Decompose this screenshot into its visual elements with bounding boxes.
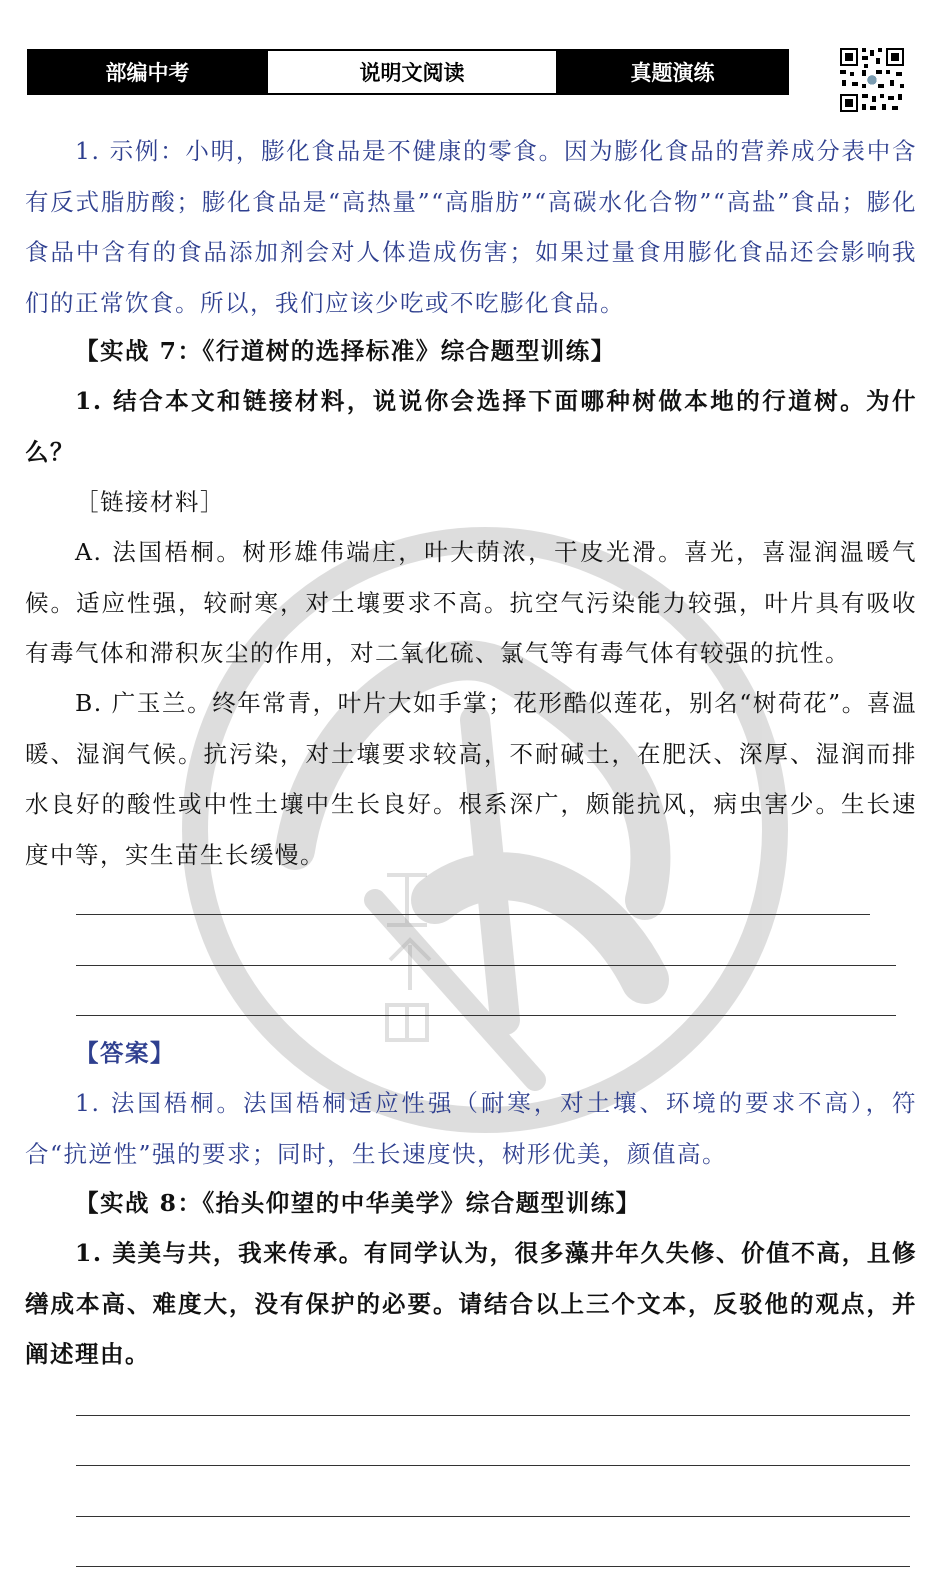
option-a-text: A. 法国梧桐。树形雄伟端庄，叶大荫浓，干皮光滑。喜光，喜湿润温暖气候。适应性强，较耐寒，对土壤要求不高。抗空气污染能力较强，叶片具有吸收有毒气体和滞积灰尘的作用，对二氧化硫、氯气等有毒气体有较强的抗性。 — [25, 538, 917, 667]
header-tab-right: 真题演练 — [558, 51, 787, 93]
qr-code-icon — [838, 46, 906, 114]
header-bar — [27, 49, 789, 95]
section7-title: 【实战 7：《行道树的选择标准》综合题型训练】 — [75, 337, 616, 365]
section8-title: 【实战 8：《抬头仰望的中华美学》综合题型训练】 — [75, 1189, 641, 1217]
answer-line[interactable] — [76, 1465, 910, 1466]
answer-line[interactable] — [76, 1415, 910, 1416]
link-material-label: ［链接材料］ — [75, 488, 225, 516]
section7-question: 1. 结合本文和链接材料，说说你会选择下面哪种树做本地的行道树。为什么？ — [25, 387, 917, 466]
option-b-text: B. 广玉兰。终年常青，叶片大如手掌；花形酷似莲花，别名“树荷花”。喜温暖、湿润气候。抗污染，对土壤要求较高，不耐碱土，在肥沃、深厚、湿润而排水良好的酸性或中性土壤中生长良好。根系深广，颇能抗风，病虫害少。生长速度中等，实生苗生长缓慢。 — [25, 689, 917, 869]
header-tab-left: 部编中考 — [29, 51, 266, 93]
answer-line[interactable] — [76, 1516, 910, 1517]
answer-line[interactable] — [76, 965, 896, 966]
section8-question: 1. 美美与共，我来传承。有同学认为，很多藻井年久失修、价值不高，且修缮成本高、难度大，没有保护的必要。请结合以上三个文本，反驳他的观点，并阐述理由。 — [25, 1239, 917, 1368]
answer-line[interactable] — [76, 1015, 896, 1016]
answer-line[interactable] — [76, 1566, 910, 1567]
answer-line[interactable] — [76, 914, 870, 915]
answer-7-text: 1. 法国梧桐。法国梧桐适应性强（耐寒，对土壤、环境的要求不高），符合“抗逆性”强的要求；同时，生长速度快，树形优美，颜值高。 — [25, 1089, 917, 1168]
header-tab-middle: 说明文阅读 — [266, 51, 558, 93]
previous-answer-text: 1. 示例：小明，膨化食品是不健康的零食。因为膨化食品的营养成分表中含有反式脂肪酸；膨化食品是“高热量”“高脂肪”“高碳水化合物”“高盐”食品；膨化食品中含有的食品添加剂会对人体造成伤害；如果过量食用膨化食品还会影响我们的正常饮食。所以，我们应该少吃或不吃膨化食品。 — [25, 137, 917, 317]
answer-label: 【答案】 — [75, 1039, 175, 1067]
